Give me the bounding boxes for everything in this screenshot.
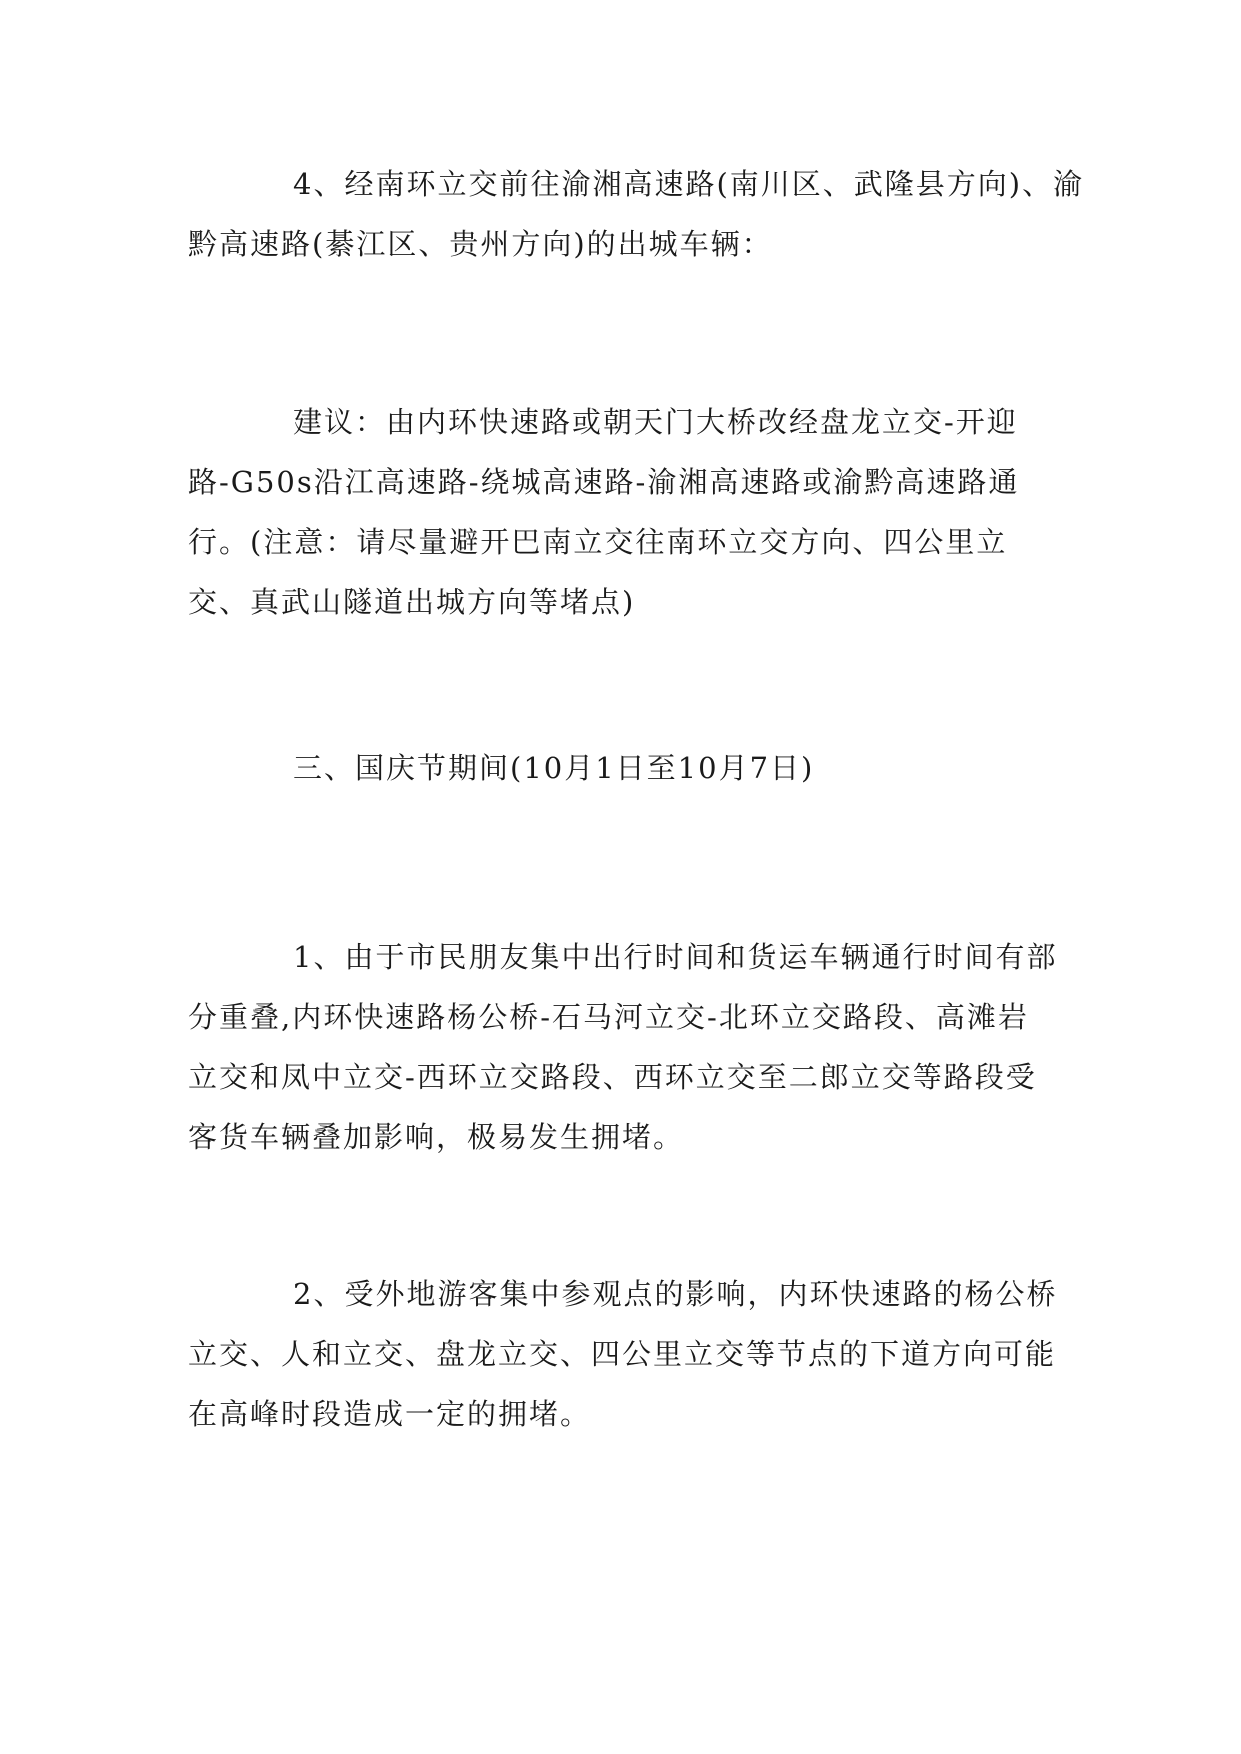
section-heading-national-day: 三、国庆节期间(10月1日至10月7日): [293, 751, 815, 785]
paragraph-suggestion: 建议：由内环快速路或朝天门大桥改经盘龙立交-开迎路-G50s沿江高速路-绕城高速路-渝湘高速路或渝黔高速路通行。(注意：请尽量避开巴南立交往南环立交方向、四公里立交、真武山隧道出城方向等堵点): [188, 405, 1020, 619]
paragraph-route-4: 4、经南环立交前往渝湘高速路(南川区、武隆县方向)、渝黔高速路(綦江区、贵州方向)的出城车辆：: [188, 167, 1085, 261]
paragraph-item-2: 2、受外地游客集中参观点的影响，内环快速路的杨公桥立交、人和立交、盘龙立交、四公里立交等节点的下道方向可能在高峰时段造成一定的拥堵。: [188, 1277, 1058, 1431]
paragraph-item-1: 1、由于市民朋友集中出行时间和货运车辆通行时间有部分重叠,内环快速路杨公桥-石马河立交-北环立交路段、高滩岩立交和凤中立交-西环立交路段、西环立交至二郎立交等路段受客货车辆叠加影响，极易发生拥堵。: [188, 940, 1058, 1154]
